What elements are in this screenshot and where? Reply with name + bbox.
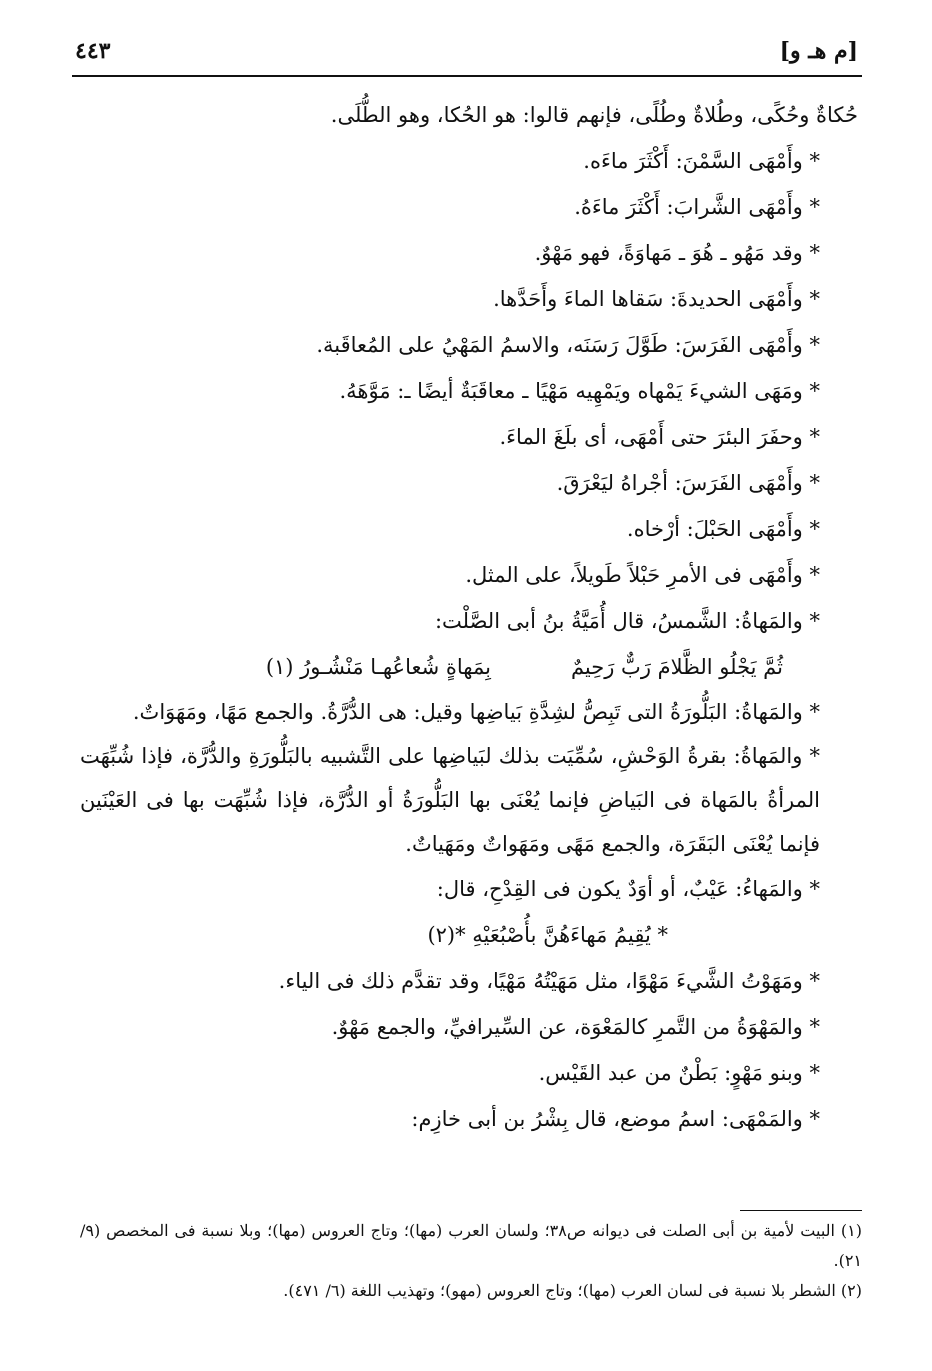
entry-line: * وحفَرَ البئرَ حتى أَمْهَى، أى بلَغَ الماءَ. [499, 425, 820, 449]
entry-line: * وأَمْهَى السَّمْنَ: أَكْثَرَ ماءَه. [583, 149, 820, 173]
entry-line: * وقد مَهُو ـ هُوَ ـ مَهاوَةً، فهو مَهْوٌ. [534, 241, 820, 265]
page-header [75, 38, 858, 72]
poetry-verse [80, 644, 858, 690]
header-divider [72, 75, 862, 77]
root-heading: [م هـ و] [779, 38, 858, 64]
entry-line: * ومَهَى الشيءَ يَمْهاه ويَمْهِيه مَهْيًا ـ معاقَبَةٌ أيضًا ـ: مَوَّهَهُ. [339, 379, 820, 403]
entry-line: * والمَهاءُ: عَيْبٌ، أو أوَدٌ يكون فى القِدْحِ، قال: [436, 877, 820, 901]
footnote-2: (٢) الشطر بلا نسبة فى لسان العرب (مها)؛ وتاج العروس (مهو)؛ وتهذيب اللغة (٦/ ٤٧١). [283, 1281, 862, 1300]
footnote-1: (١) البيت لأمية بن أبى الصلت فى ديوانه ص٣٨؛ ولسان العرب (مها)؛ وتاج العروس (مها)؛ وبلا نسبة فى المخصص (٩/ ٢١). [80, 1221, 862, 1270]
entry-paragraph: * والمَهاةُ: بقرةُ الوَحْشِ، سُمِّيَت بذلك لبَياضِها على التَّشبيه بالبَلُّورَةِ والدُّرَّة، فإذا شُبِّهَت المرأةُ بالمَهاة فى البَياضِ فإنما يُعْنَى بها البَلُّورَةُ أو الدُّرَّة، فإذا شُبِّهَت بها فى العَيْنَين فإنما يُعْنَى البَقَرَة، والجمع مَهًى ومَهَواتٌ ومَهَياتٌ. [80, 744, 820, 856]
verse-first-hemistich: ثُمَّ يَجْلُو الظَّلامَ رَبٌّ رَحِيمٌ [570, 655, 783, 679]
page-number: ٤٤٣ [75, 38, 111, 64]
entry-line: * وأَمْهَى الشَّرابَ: أَكْثَرَ ماءَهُ. [574, 195, 820, 219]
entry-line: * وأَمْهَى الفَرَسَ: طَوَّلَ رَسَنَه، والاسمُ المَهْيُ على المُعاقَبة. [316, 333, 820, 357]
main-text [80, 92, 858, 1142]
verse-second-hemistich: بِمَهاةٍ شُعاعُهـا مَنْشُـورُ (١) [265, 655, 491, 679]
entry-line: * ومَهَوْتُ الشَّيءَ مَهْوًا، مثل مَهَيْتُهُ مَهْيًا، وقد تقدَّم ذلك فى الياء. [278, 969, 820, 993]
entry-line: * وبنو مَهْوٍ: بَطْنٌ من عبد القَيْس. [538, 1061, 820, 1085]
entry-line: * وأَمْهَى فى الأمرِ حَبْلاً طَويلاً، على المثل. [465, 563, 820, 587]
entry-line: * وأَمْهَى الحَبْلَ: أرْخاه. [626, 517, 820, 541]
footnotes [80, 1216, 862, 1306]
entry-line: * وأَمْهَى الحديدةَ: سَقاها الماءَ وأَحَدَّها. [493, 287, 820, 311]
entry-line: * وأَمْهَى الفَرَسَ: أجْراهُ ليَعْرَقَ. [556, 471, 820, 495]
entry-line: * والمَهْوَةُ من التَّمرِ كالمَعْوَة، عن السِّيرافيِّ، والجمع مَهْوٌ. [331, 1015, 820, 1039]
footnote-divider [740, 1210, 862, 1211]
text-line: حُكاةٌ وحُكًى، وطُلاةٌ وطُلًى، فإنهم قالوا: هو الحُكا، وهو الطُّلَى. [330, 103, 858, 127]
quoted-verse: * يُقِيمُ مَهاءَهُنَّ بأُصْبُعَيْهِ *(٢) [427, 923, 668, 947]
entry-paragraph: * والمَهاةُ: البَلُّورَةُ التى تَبِصُّ لشِدَّةِ بَياضِها وقيل: هى الدُّرَّةُ. والجمع مَهًا، ومَهَوَاتٌ. [132, 700, 820, 724]
entry-line: * والمَمْهَى: اسمُ موضع، قال بِشْرُ بن أبى خازِم: [411, 1107, 820, 1131]
entry-line: * والمَهاةُ: الشَّمسُ، قال أُمَيَّةُ بنُ أبى الصَّلْت: [434, 609, 820, 633]
